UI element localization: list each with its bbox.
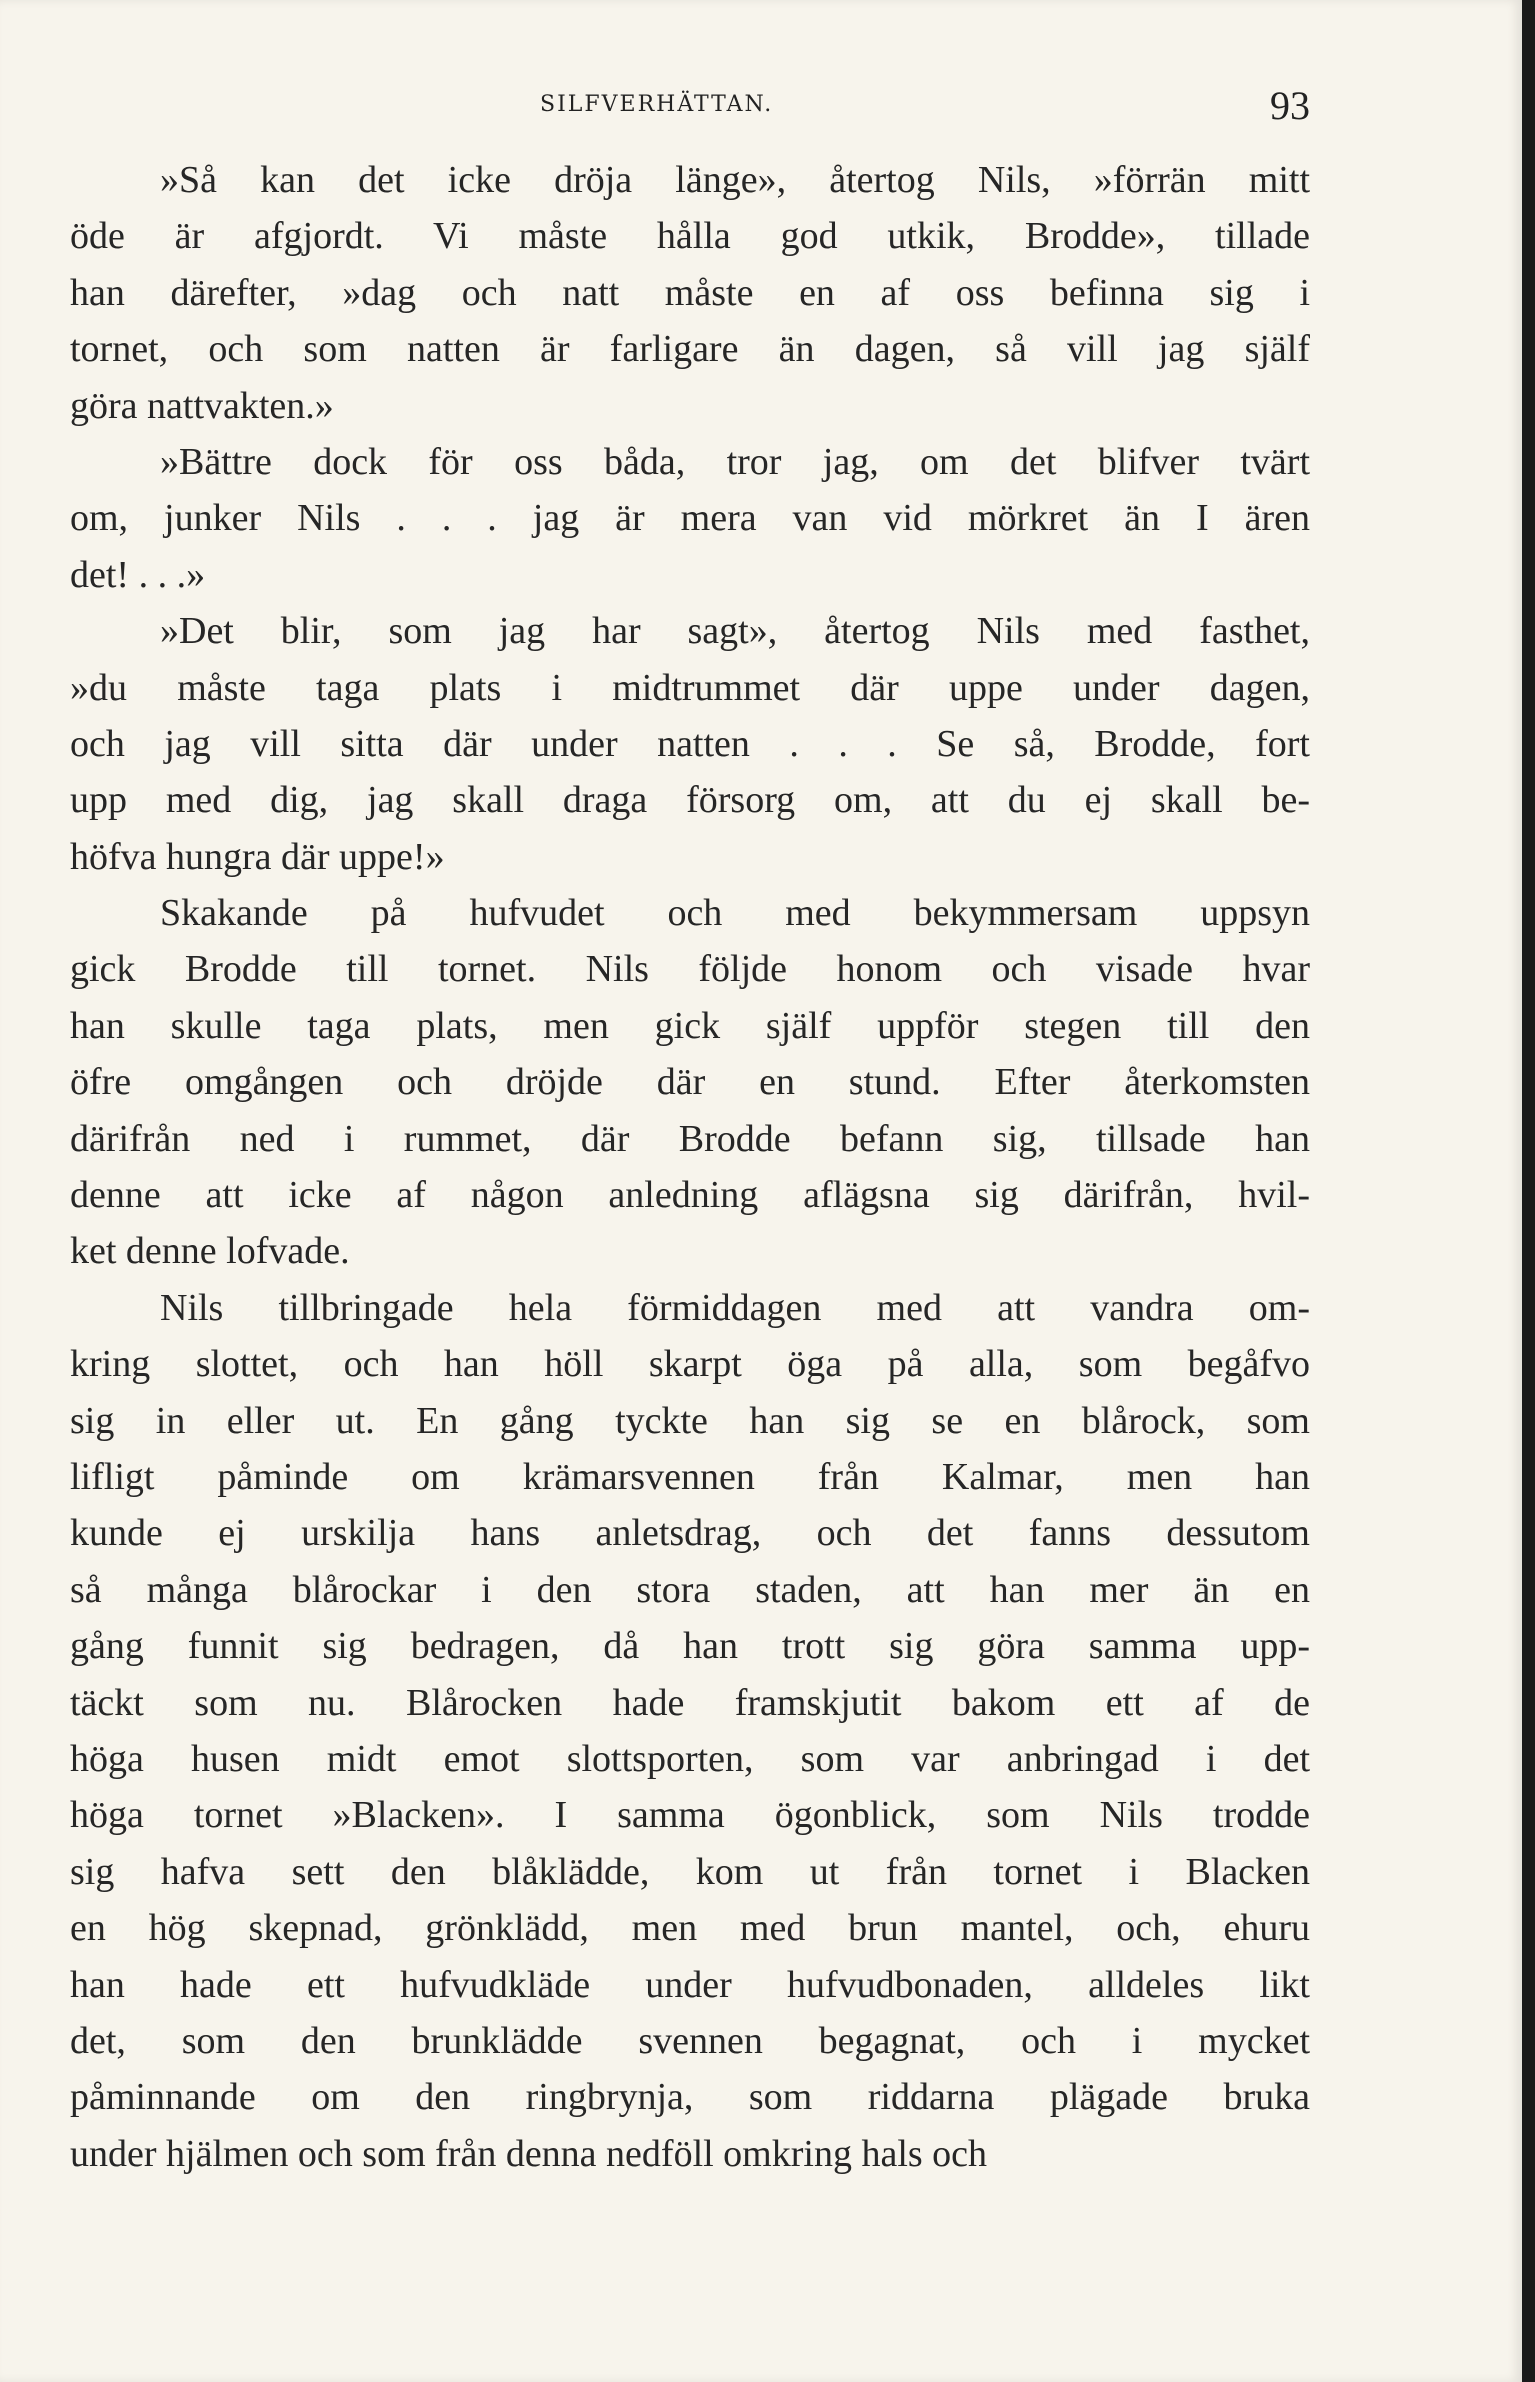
- text-line: »Det blir, som jag har sagt», återtog Nils med fasthet,: [160, 610, 1310, 653]
- text-line: kunde ej urskilja hans anletsdrag, och det fanns dessutom: [70, 1512, 1310, 1555]
- text-line: sig in eller ut. En gång tyckte han sig se en blårock, som: [70, 1399, 1310, 1442]
- text-line: det! . . .»: [70, 553, 206, 596]
- text-line: det, som den brunklädde svennen begagnat, och i mycket: [70, 2019, 1310, 2062]
- page-number: 93: [1270, 83, 1310, 128]
- text-line: täckt som nu. Blårocken hade framskjutit bakom ett af de: [70, 1681, 1310, 1724]
- text-line: Nils tillbringade hela förmiddagen med att vandra om-: [160, 1286, 1310, 1329]
- paragraph: [70, 152, 1310, 434]
- text-line: ket denne lofvade.: [70, 1230, 350, 1273]
- text-line: denne att icke af någon anledning aflägsna sig därifrån, hvil-: [70, 1174, 1310, 1217]
- text-line: öfre omgången och dröjde där en stund. Efter återkomsten: [70, 1061, 1310, 1104]
- paragraph: [70, 1280, 1310, 2182]
- text-line: höga husen midt emot slottsporten, som var anbringad i det: [70, 1737, 1310, 1780]
- text-line: höga tornet »Blacken». I samma ögonblick, som Nils trodde: [70, 1794, 1310, 1837]
- text-line: han därefter, »dag och natt måste en af oss befinna sig i: [70, 271, 1310, 314]
- text-line: kring slottet, och han höll skarpt öga på alla, som begåfvo: [70, 1343, 1310, 1386]
- text-line: han skulle taga plats, men gick själf uppför stegen till den: [70, 1004, 1310, 1047]
- text-line: påminnande om den ringbrynja, som riddarna plägade bruka: [70, 2076, 1310, 2119]
- text-line: höfva hungra där uppe!»: [70, 835, 445, 878]
- page-header: [70, 82, 1310, 132]
- text-line: »du måste taga plats i midtrummet där uppe under dagen,: [70, 666, 1310, 709]
- paragraph: [70, 885, 1310, 1280]
- text-line: öde är afgjordt. Vi måste hålla god utkik, Brodde», tillade: [70, 215, 1310, 258]
- text-line: under hjälmen och som från denna nedföll omkring hals och: [70, 2132, 988, 2175]
- text-line: lifligt påminde om krämarsvennen från Kalmar, men han: [70, 1455, 1310, 1498]
- text-line: om, junker Nils . . . jag är mera van vid mörkret än I ären: [70, 497, 1310, 540]
- text-line: gick Brodde till tornet. Nils följde honom och visade hvar: [70, 948, 1310, 991]
- text-line: sig hafva sett den blåklädde, kom ut från tornet i Blacken: [70, 1850, 1310, 1893]
- text-line: så många blårockar i den stora staden, att han mer än en: [70, 1568, 1310, 1611]
- paragraph: [70, 603, 1310, 885]
- text-line: en hög skepnad, grönklädd, men med brun mantel, och, ehuru: [70, 1907, 1310, 1950]
- text-line: han hade ett hufvudkläde under hufvudbonaden, alldeles likt: [70, 1963, 1310, 2006]
- text-line: »Så kan det icke dröja länge», återtog Nils, »förrän mitt: [160, 159, 1310, 201]
- text-line: och jag vill sitta där under natten . . . Se så, Brodde, fort: [70, 722, 1310, 765]
- paragraph: [70, 434, 1310, 603]
- body-text: [70, 152, 1310, 2182]
- text-line: därifrån ned i rummet, där Brodde befann sig, tillsade han: [70, 1117, 1310, 1160]
- text-line: tornet, och som natten är farligare än dagen, så vill jag själf: [70, 328, 1310, 371]
- text-line: gång funnit sig bedragen, då han trott sig göra samma upp-: [70, 1625, 1310, 1668]
- text-line: Skakande på hufvudet och med bekymmersam uppsyn: [160, 892, 1310, 935]
- text-line: göra nattvakten.»: [70, 384, 334, 427]
- text-line: »Bättre dock för oss båda, tror jag, om det blifver tvärt: [160, 440, 1310, 483]
- text-line: upp med dig, jag skall draga försorg om, att du ej skall be-: [70, 779, 1310, 822]
- running-head: SILFVERHÄTTAN.: [540, 92, 774, 117]
